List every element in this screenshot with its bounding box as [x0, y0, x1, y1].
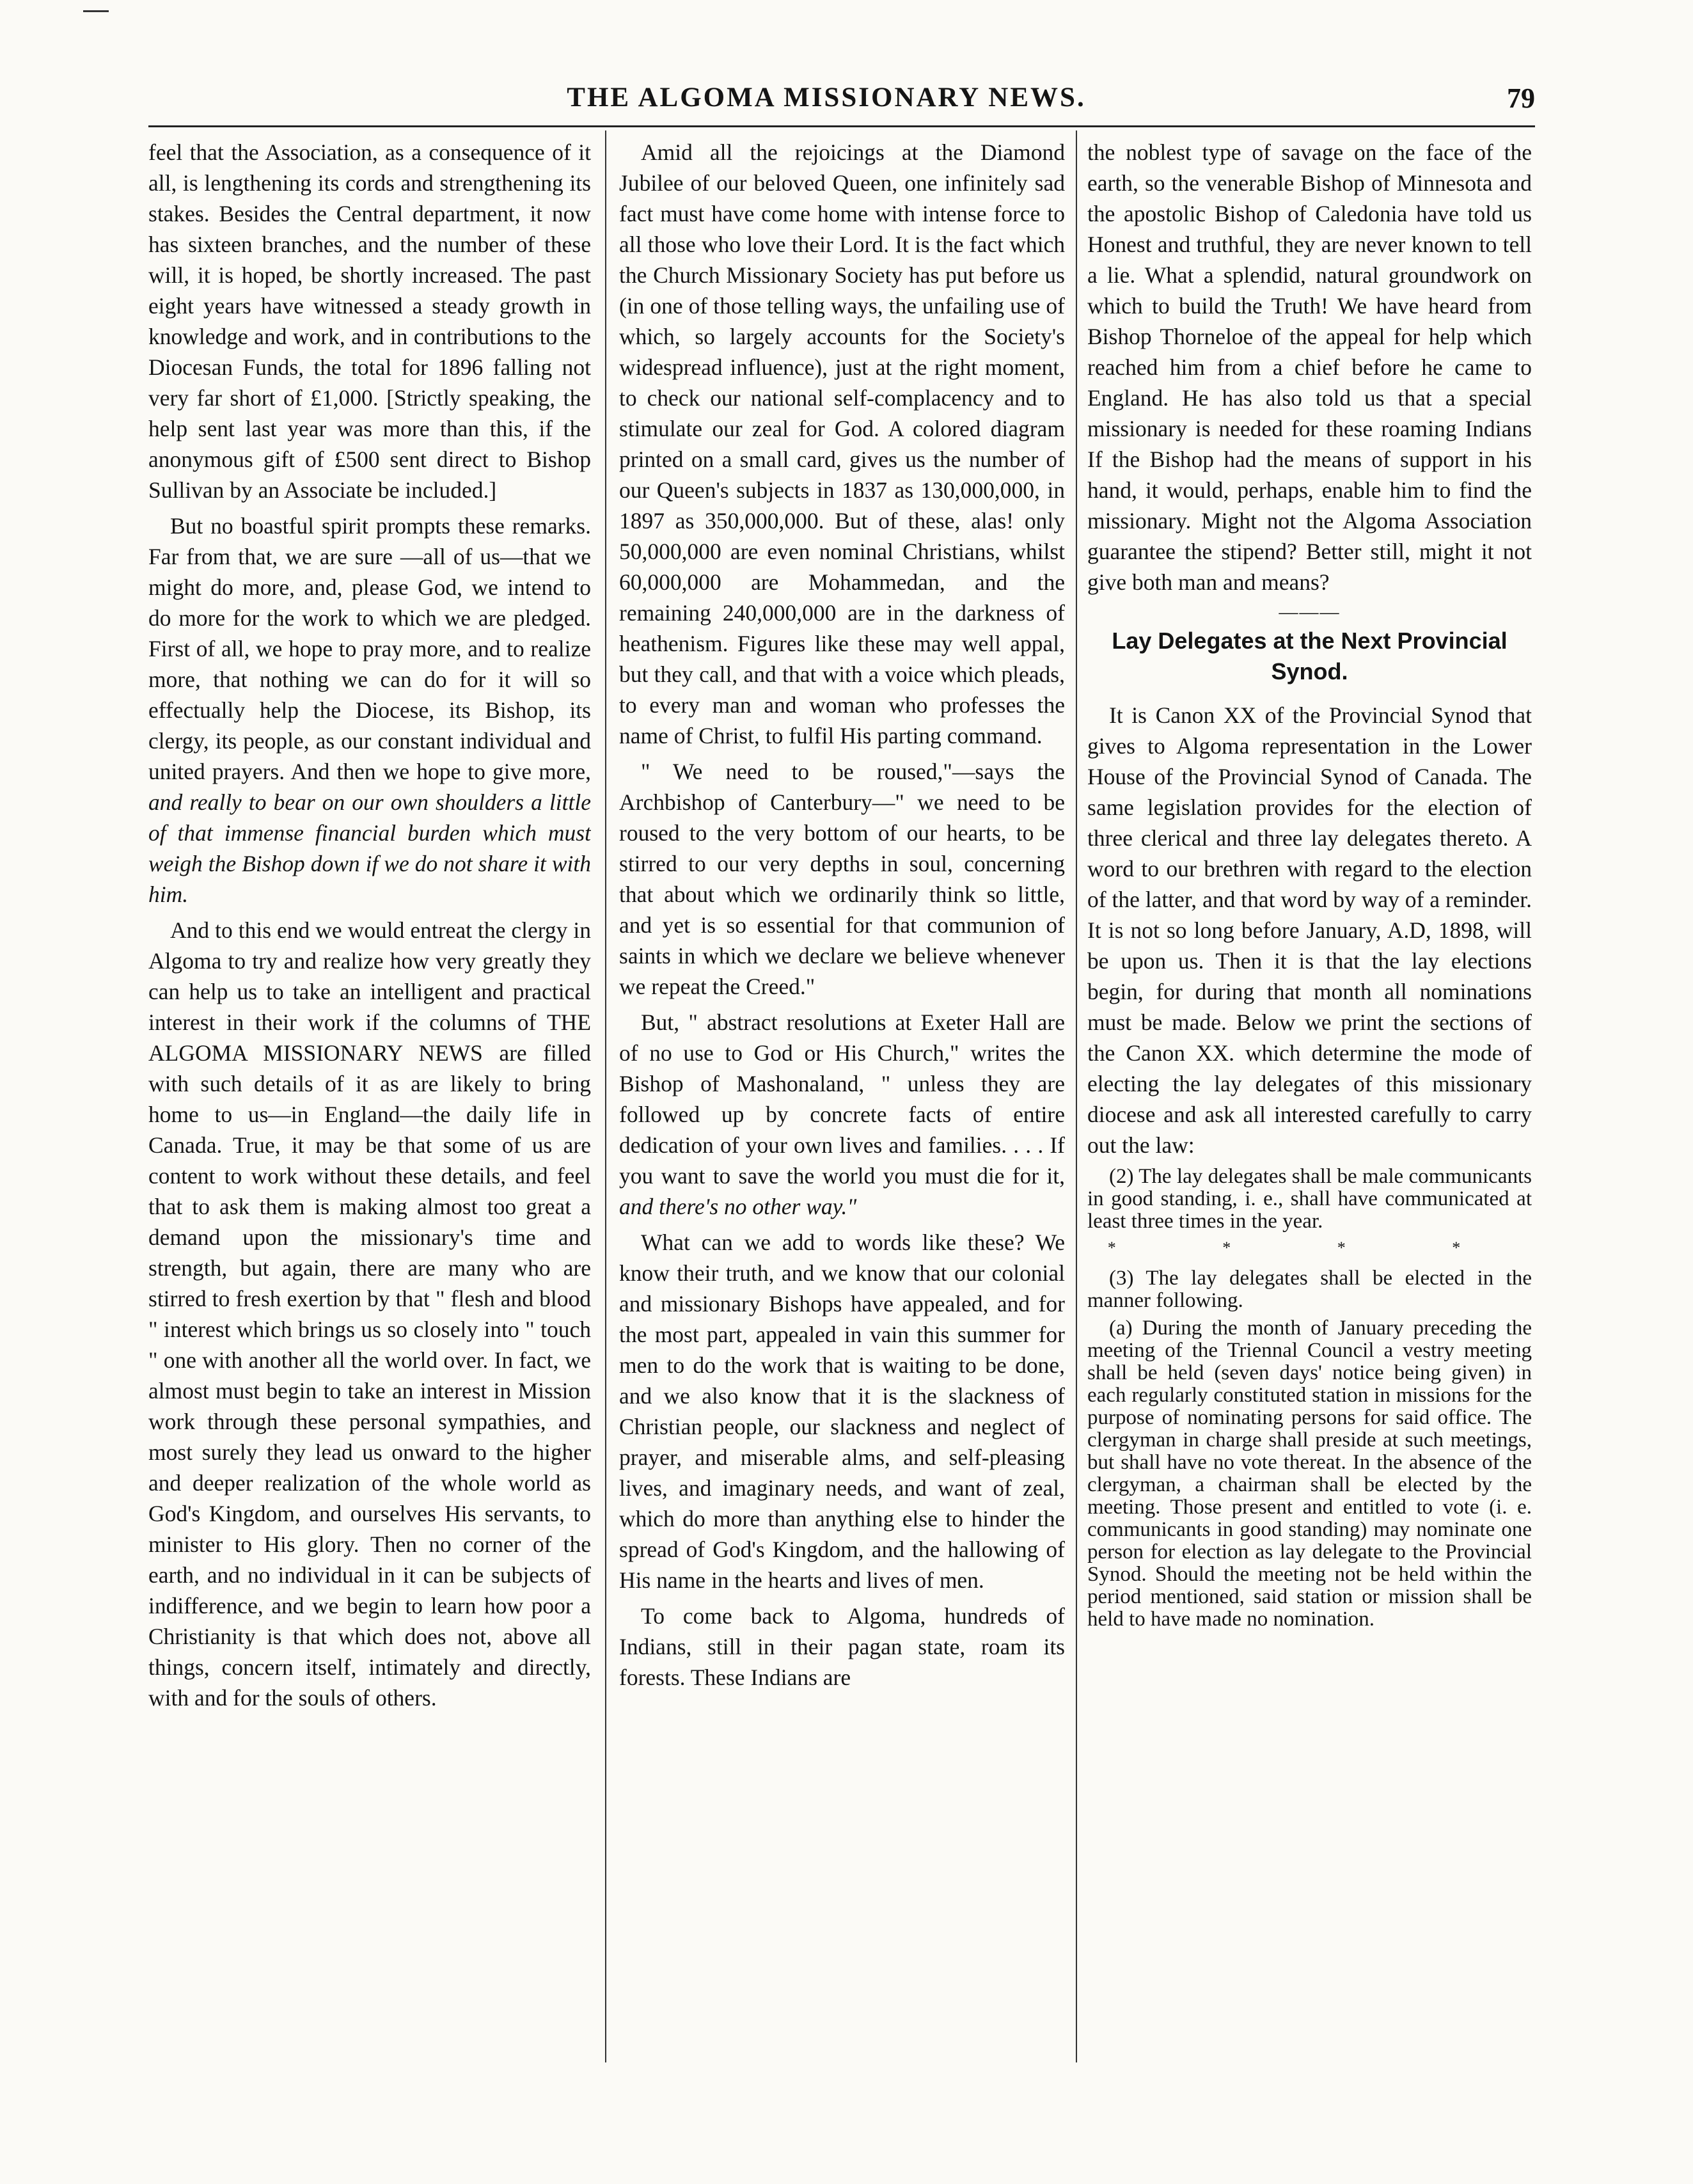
italic-text: and there's no other way.": [619, 1194, 857, 1219]
paragraph: What can we add to words like these? We know their truth, and we know that our colonial and missionary Bishops have appealed, and for the most part, appealed in vain this summer for men to do the work that is waiting to be done, and we also know that it is the slackness of Christian people, our slackness and neglect of prayer, and miserable alms, and self-pleasing lives, and imaginary needs, and want of zeal, which do more than anything else to hinder the spread of God's Kingdom, and the hallowing of His name in the hearts and lives of men.: [619, 1230, 1065, 1593]
newspaper-title: THE ALGOMA MISSIONARY NEWS.: [567, 83, 1086, 113]
paragraph: Amid all the rejoicings at the Diamond Jubilee of our beloved Queen, one infinitely sad fact must have come home with intense force to all those who love their Lord. It is the fact which the Church Missionary Society has put before us (in one of those telling ways, the unfailing use of which, so largely accounts for the Society's widespread influence), just at the right moment, to check our national self-complacency and to stimulate our zeal for God. A colored diagram printed on a small card, gives us the number of our Queen's subjects in 1837 as 130,000,000, in 1897 as 350,000,000. But of these, alas! only 50,000,000 are even nominal Christians, whilst 60,000,000 are Mohammedan, and the remaining 240,000,000 are in the darkness of heathenism. Figures like these may well appal, but they call, and that with a voice which pleads, to every man and woman who professes the name of Christ, to fulfil His parting command.: [619, 139, 1065, 748]
section-heading: Lay Delegates at the Next Provincial Synod.: [1112, 628, 1508, 684]
paragraph: the noblest type of savage on the face of the earth, so the venerable Bishop of Minnesota and the apostolic Bishop of Caledonia have told us Honest and truthful, they are never known to tell a lie. What a splendid, natural groundwork on which to build the Truth! We have heard from Bishop Thorneloe of the appeal for help which reached him from a chief before he came to England. He has also told us that a special missionary is needed for these roaming Indians If the Bishop had the means of support in his hand, it would, perhaps, enable him to find the missionary. Might not the Algoma Association guarantee the stipend? Better still, might it not give both man and means?: [1087, 139, 1532, 595]
page-number: 79: [1507, 83, 1535, 114]
canon-section-3a: (a) During the month of January preceding the meeting of the Triennal Council a vestry meeting shall be held (seven days' notice being given) in each regularly constituted station in missions for the purpose of nominating persons for said office. The clergyman in charge shall preside at such meetings, but shall have no vote thereat. In the absence of the clergyman, a chairman shall be elected by the meeting. Those present and entitled to vote (i. e. communicants in good standing) may nominate one person for election as lay delegate to the Provincial Synod. Should the meeting not be held within the period mentioned, said station or mission shall be held to have made no nomination.: [1087, 1317, 1532, 1631]
omission-stars: * * * *: [1107, 1238, 1512, 1257]
canon-section-3: (3) The lay delegates shall be elected in the manner following.: [1087, 1267, 1532, 1312]
column-divider-1: [605, 131, 606, 2062]
paragraph: feel that the Association, as a consequence of it all, is lengthening its cords and strengthening its stakes. Besides the Central department, it now has sixteen branches, and the number of these will, it is hoped, be shortly increased. The past eight years have witnessed a steady growth in knowledge and work, and in contributions to the Diocesan Funds, the total for 1896 falling not very far short of £1,000. [Strictly speaking, the help sent last year was more than this, if the anonymous gift of £500 sent direct to Bishop Sullivan by an Associate be included.]: [148, 139, 591, 503]
column-divider-2: [1076, 131, 1077, 2062]
italic-text: and really to bear on our own shoulders a little of that immense financial burden which must weigh the Bishop down if we do not share it with him.: [148, 789, 591, 907]
paragraph: And to this end we would entreat the clergy in Algoma to try and realize how very greatly they can help us to take an intelligent and practical interest in their work if the columns of THE ALGOMA MISSIONARY NEWS are filled with such details of it as are likely to bring home to us—in England—the daily life in Canada. True, it may be that some of us are content to work without these details, and feel that to ask them is making almost too great a demand upon the missionary's time and strength, but again, there are many who are stirred to fresh exertion by that " flesh and blood " interest which brings us so closely into " touch " one with another all the world over. In fact, we almost must begin to take an interest in Mission work through these personal sympathies, and most surely they lead us onward to the higher and deeper realization of the whole world as God's Kingdom, and ourselves His servants, to minister to His glory. Then no corner of the earth, and no individual in it can be subjects of indifference, and we begin to learn how poor a Christianity is that which does not, above all things, concern itself, intimately and directly, with and for the souls of others.: [148, 917, 591, 1711]
column-1: [148, 137, 591, 2085]
paragraph: It is Canon XX of the Provincial Synod that gives to Algoma representation in the Lower House of the Provincial Synod of Canada. The same legislation provides for the election of three clerical and three lay delegates thereto. A word to our brethren with regard to the election of the latter, and that word by way of a reminder. It is not so long before January, A.D, 1898, will be upon us. Then it is that the lay elections begin, for during that month all nominations must be made. Below we print the sections of the Canon XX. which determine the mode of electing the lay delegates of this missionary diocese and ask all interested carefully to carry out the law:: [1087, 702, 1532, 1158]
section-separator: ———: [1279, 601, 1341, 622]
column-3: [1087, 137, 1532, 2085]
paragraph-text: But, " abstract resolutions at Exeter Hall are of no use to God or His Church," writes the Bishop of Mashonaland, " unless they are followed up by concrete facts of entire dedication of your own lives and families. . . . If you want to save the world you must die for it,: [619, 1009, 1065, 1189]
paragraph: [148, 510, 591, 910]
paragraph: [619, 1007, 1065, 1222]
header-rule: [148, 125, 1535, 127]
paragraph-text: But no boastful spirit prompts these remarks. Far from that, we are sure —all of us—that we might do more, and, please God, we intend to do more for the work to which we are pledged. First of all, we hope to pray more, and to realize more, that nothing we can do for it will so effectually help the Diocese, its Bishop, its clergy, its people, as our constant individual and united prayers. And then we hope to give more,: [148, 513, 591, 784]
page-edge-mark: [83, 10, 109, 12]
column-2: [619, 137, 1065, 2085]
page-header: [148, 78, 1535, 116]
paragraph: To come back to Algoma, hundreds of Indians, still in their pagan state, roam its forests. These Indians are: [619, 1603, 1065, 1690]
paragraph: " We need to be roused,"—says the Archbishop of Canterbury—" we need to be roused to the very bottom of our hearts, to be stirred to our very depths in soul, concerning that about which we ordinarily think so little, and yet is so essential for that communion of saints in which we declare we believe whenever we repeat the Creed.": [619, 759, 1065, 999]
canon-section-2: (2) The lay delegates shall be male communicants in good standing, i. e., shall have communicated at least three times in the year.: [1087, 1165, 1532, 1233]
